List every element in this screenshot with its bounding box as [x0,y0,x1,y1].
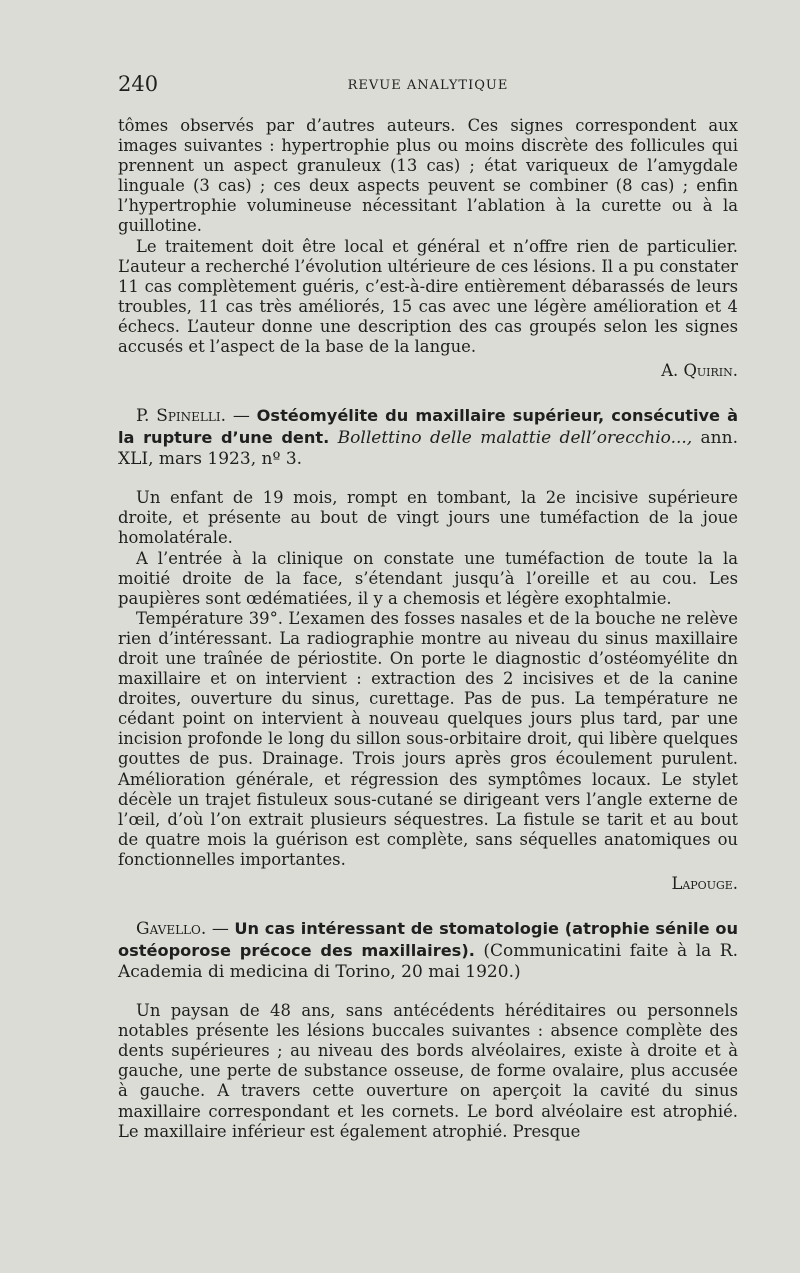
review-journal: Bollettino delle malattie dell’orecchio..., [337,428,693,449]
review-title: Un cas intéressant de stomatologie (atrophie sénile ou ostéoporose précoce des maxillaires). [118,919,738,961]
page-header [118,72,738,102]
review-gavello [118,918,738,1142]
review-paragraph: Le traitement doit être local et général et n’offre rien de particulier. L’auteur a recherché l’évolution ultérieure de ces lésions. Il a pu constater 11 cas complètement guéris, c’est-à-dire entièrement débarassés de leurs troubles, 11 cas très améliorés, 15 cas avec une légère amélioration et 4 échecs. L’auteur donne une description des cas groupés selon les signes accusés et l’aspect de la base de la langue. [118,236,738,357]
review-title: Ostéomyélite du maxillaire supérieur, consécutive à la rupture d’une dent. [118,406,739,448]
review-citation: (Communicatini faite à la R. Academia di medicina di Torino, 20 mai 1920.) [118,941,739,983]
review-spinelli [118,405,738,894]
review-citation: ann. XLI, mars 1923, nº 3. [118,428,738,470]
review-heading [118,405,738,470]
running-head: REVUE ANALYTIQUE [347,78,509,93]
review-paragraph: Un paysan de 48 ans, sans antécédents héréditaires ou personnels notables présente les lésions buccales suivantes : absence complète des dents supérieures ; au niveau des bords alvéolaires, existe à droite et à gauche, une perte de substance osseuse, de forme ovalaire, plus accusée à gauche. A travers cette ouverture on aperçoit la cavité du sinus maxillaire correspondant et les cornets. Le bord alvéolaire est atrophié. Le maxillaire inférieur est également atrophié. Presque [118,1001,738,1141]
review-signature: A. Quirin. [661,361,738,381]
review-paragraph: Température 39°. L’examen des fosses nasales et de la bouche ne relève rien d’intéressant. La radiographie montre au niveau du sinus maxillaire droit une traînée de périostite. On porte le diagnostic d’ostéomyélite dn maxillaire et on intervient : extraction des 2 incisives et de la canine droites, ouverture du sinus, curettage. Pas de pus. La température ne cédant point on intervient à nouveau quelques jours plus tard, par une incision profonde le long du sillon sous-orbitaire droit, qui libère quelques gouttes de pus. Drainage. Trois jours après gros écoulement purulent. Amélioration générale, et régression des symptômes locaux. Le stylet décèle un trajet fistuleux sous-cutané se dirigeant vers l’angle externe de l’œil, d’où l’on extrait plusieurs séquestres. La fistule se tarit et au bout de quatre mois la guérison est complète, sans séquelles anatomiques ou fonctionnelles importantes. [118,608,738,869]
page-number: 240 [118,72,159,96]
review-quirin [118,116,738,381]
review-author: P. Spinelli. [136,406,227,427]
review-paragraph: A l’entrée à la clinique on constate une tuméfaction de toute la la moitié droite de la face, s’étendant jusqu’à l’oreille et au cou. Les paupières sont œdématiées, il y a chemosis et légère exophtalmie. [118,548,738,608]
review-paragraph: Un enfant de 19 mois, rompt en tombant, la 2e incisive supérieure droite, et présente au bout de vingt jours une tuméfaction de la joue homolatérale. [118,488,738,548]
page-content [118,116,738,1142]
review-dash: — [211,919,229,940]
review-heading [118,918,738,983]
review-signature: Lapouge. [671,874,738,893]
review-author: Gavello. [136,919,207,940]
review-dash: — [232,406,250,427]
review-paragraph: tômes observés par d’autres auteurs. Ces signes correspondent aux images suivantes : hypertrophie plus ou moins discrète des follicules qui prennent un aspect granuleux (13 cas) ; état variqueux de l’amygdale linguale (3 cas) ; ces deux aspects peuvent se combiner (8 cas) ; enfin l’hypertrophie volumineuse nécessitant l’ablation à la curette ou à la guillotine. [118,116,738,236]
